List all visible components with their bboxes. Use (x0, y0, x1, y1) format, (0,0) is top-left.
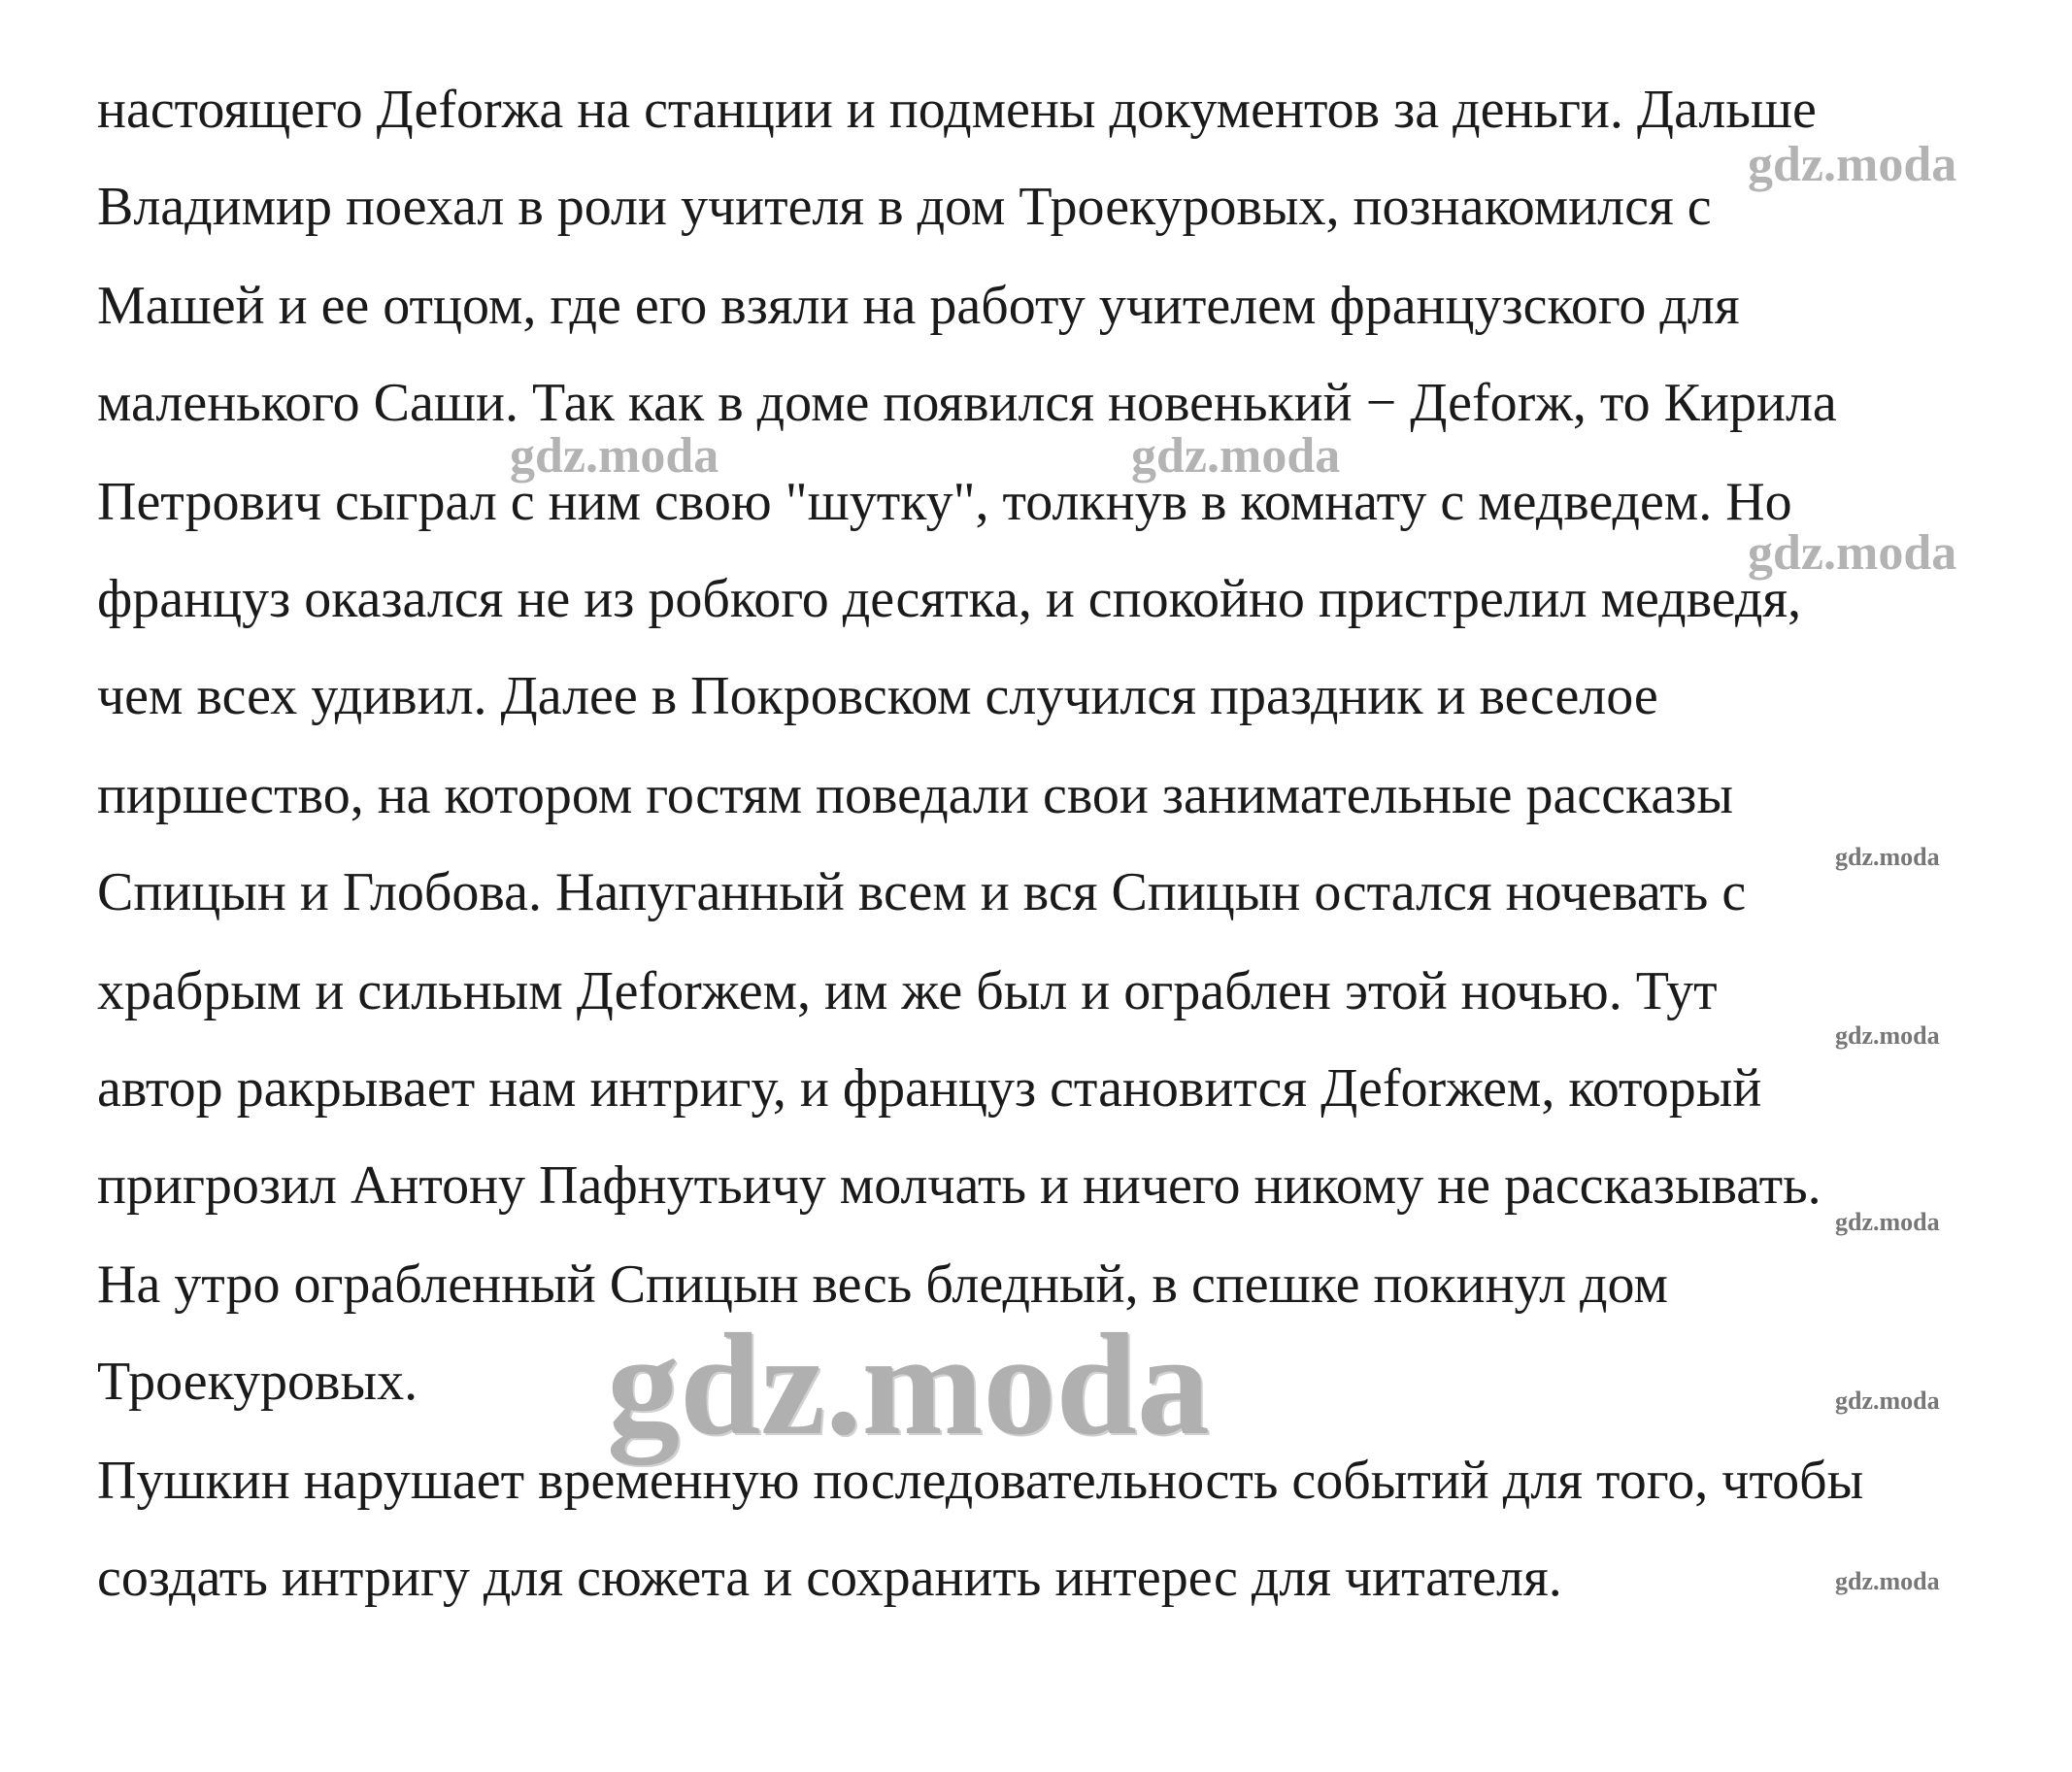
watermark: gdz.moda (1835, 843, 1940, 871)
paragraph-line: создать интригу для сюжета и сохранить интерес для читателя. (97, 1548, 1562, 1608)
paragraph-line: настоящего Деforжа на станции и подмены документов за деньги. Дальше (97, 80, 1817, 140)
paragraph-line: француз оказался не из робкого десятка, и спокойно пристрелил медведя, (97, 569, 1802, 629)
watermark: gdz.moda (510, 428, 719, 484)
paragraph-line: Владимир поехал в роли учителя в дом Троекуровых, познакомился с (97, 177, 1712, 237)
watermark: gdz.moda (1835, 1567, 1940, 1595)
paragraph-line: Пушкин нарушает временную последовательность событий для того, чтобы (97, 1451, 1864, 1511)
paragraph-line: Спицын и Глобова. Напуганный всем и вся Спицын остался ночевать с (97, 862, 1747, 922)
watermark-large: gdz.moda (607, 1304, 1210, 1465)
watermark: gdz.moda (1835, 1021, 1940, 1050)
paragraph-line: автор ракрывает нам интригу, и француз становится Деforжем, который (97, 1058, 1762, 1119)
paragraph-line: Петрович сыграл с ним свою "шутку", толкнув в комнату с медведем. Но (97, 472, 1792, 532)
paragraph-line: На утро ограбленный Спицын весь бледный, в спешке покинул дом (97, 1254, 1668, 1315)
paragraph-line: маленького Саши. Так как в доме появился новенький − Деforж, то Кирила (97, 373, 1837, 433)
watermark: gdz.moda (1835, 1208, 1940, 1236)
paragraph-line: пригрозил Антону Пафнутьичу молчать и ничего никому не рассказывать. (97, 1155, 1821, 1216)
watermark: gdz.moda (1748, 525, 1957, 581)
paragraph-line: чем всех удивил. Далее в Покровском случился праздник и веселое (97, 666, 1658, 726)
watermark: gdz.moda (1748, 137, 1957, 192)
paragraph-line: пиршество, на котором гостям поведали свои занимательные рассказы (97, 765, 1734, 825)
watermark: gdz.moda (1131, 428, 1341, 484)
paragraph-line: Троекуровых. (97, 1352, 418, 1412)
paragraph-line: храбрым и сильным Деforжем, им же был и ограблен этой ночью. Тут (97, 961, 1718, 1021)
paragraph-line: Машей и ее отцом, где его взяли на работу учителем французского для (97, 276, 1740, 336)
watermark: gdz.moda (1835, 1387, 1940, 1415)
